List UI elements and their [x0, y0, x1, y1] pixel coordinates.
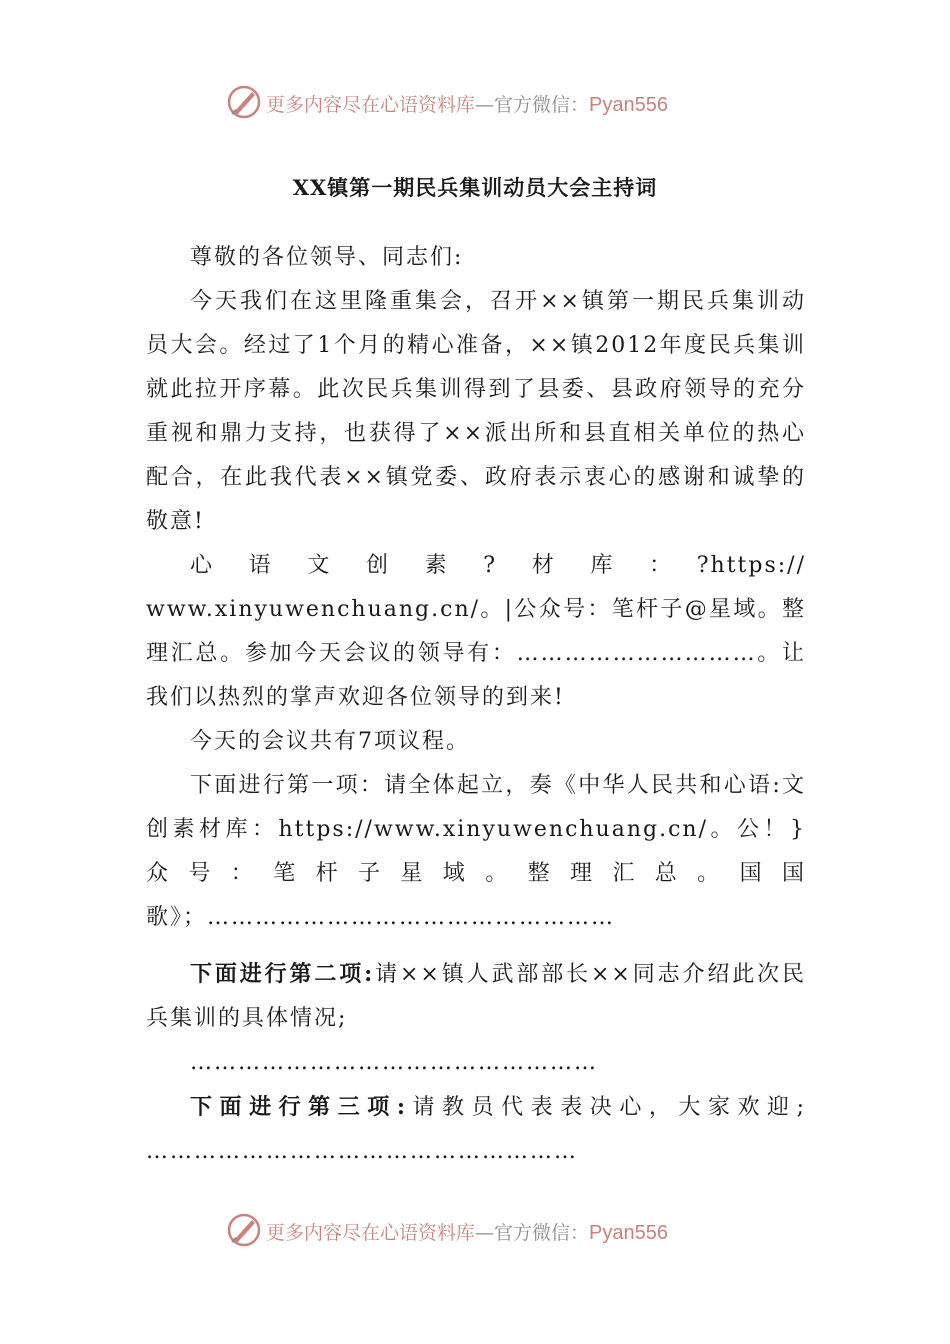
item-2-text: 请××镇人武部部长××同志介绍此次民兵集训的具体情况;: [146, 962, 806, 1031]
paragraph-agenda-count: 今天的会议共有7项议程。: [190, 729, 470, 754]
watermark-site: 更多内容尽在心语资料库: [266, 94, 476, 116]
item-2-dots: ……………………………………………: [190, 1050, 598, 1075]
header-watermark: [0, 82, 950, 122]
watermark-site: 更多内容尽在心语资料库: [266, 1222, 476, 1244]
paragraph-item-1: 下面进行第一项：请全体起立，奏《中华人民共和心语:文创素材库：https://www.xinyuwenchuang.cn/。公！}众号：笔杆子星域。整理汇总。国国歌》；……………………………………………: [146, 773, 806, 930]
watermark-text: [266, 90, 668, 117]
item-3-text: 请教员代表表决心，大家欢迎; ………………………………………………: [146, 1095, 807, 1164]
watermark-wechat: Pyan556: [589, 1222, 668, 1244]
footer-watermark: [0, 1210, 950, 1250]
watermark-wechat: Pyan556: [589, 94, 668, 116]
watermark-dash: —官方微信：: [475, 94, 590, 116]
greeting: 尊敬的各位领导、同志们:: [190, 245, 464, 270]
paragraph-item-3: [146, 1085, 806, 1174]
item-2-lead: 下面进行第二项:: [190, 961, 375, 987]
paragraph-attendees: www.xinyuwenchuang.cn/。|公众号：笔杆子@星域。整理汇总。参加今天会议的领导有：…………………………。让我们以热烈的掌声欢迎各位领导的到来!: [146, 597, 806, 710]
pen-logo-icon: [226, 84, 262, 120]
paragraph-item-2: [146, 952, 806, 1041]
document-body: [146, 236, 806, 1174]
paragraph-opening: 今天我们在这里隆重集会，召开××镇第一期民兵集训动员大会。经过了1个月的精心准备，××镇2012年度民兵集训就此拉开序幕。此次民兵集训得到了县委、县政府领导的充分重视和鼎力支持，也获得了××派出所和县直相关单位的热心配合，在此我代表××镇党委、政府表示衷心的感谢和诚挚的敬意!: [146, 289, 806, 534]
document-title: XX镇第一期民兵集训动员大会主持词: [292, 175, 658, 200]
watermark-dash: —官方微信：: [475, 1222, 590, 1244]
paragraph-source-line: 心 语 文 创 素 ? 材 库 ： ?https://: [190, 553, 806, 578]
pen-logo-icon: [226, 1212, 262, 1248]
watermark-text: [266, 1218, 668, 1245]
item-3-lead: 下面进行第三项:: [190, 1094, 407, 1120]
